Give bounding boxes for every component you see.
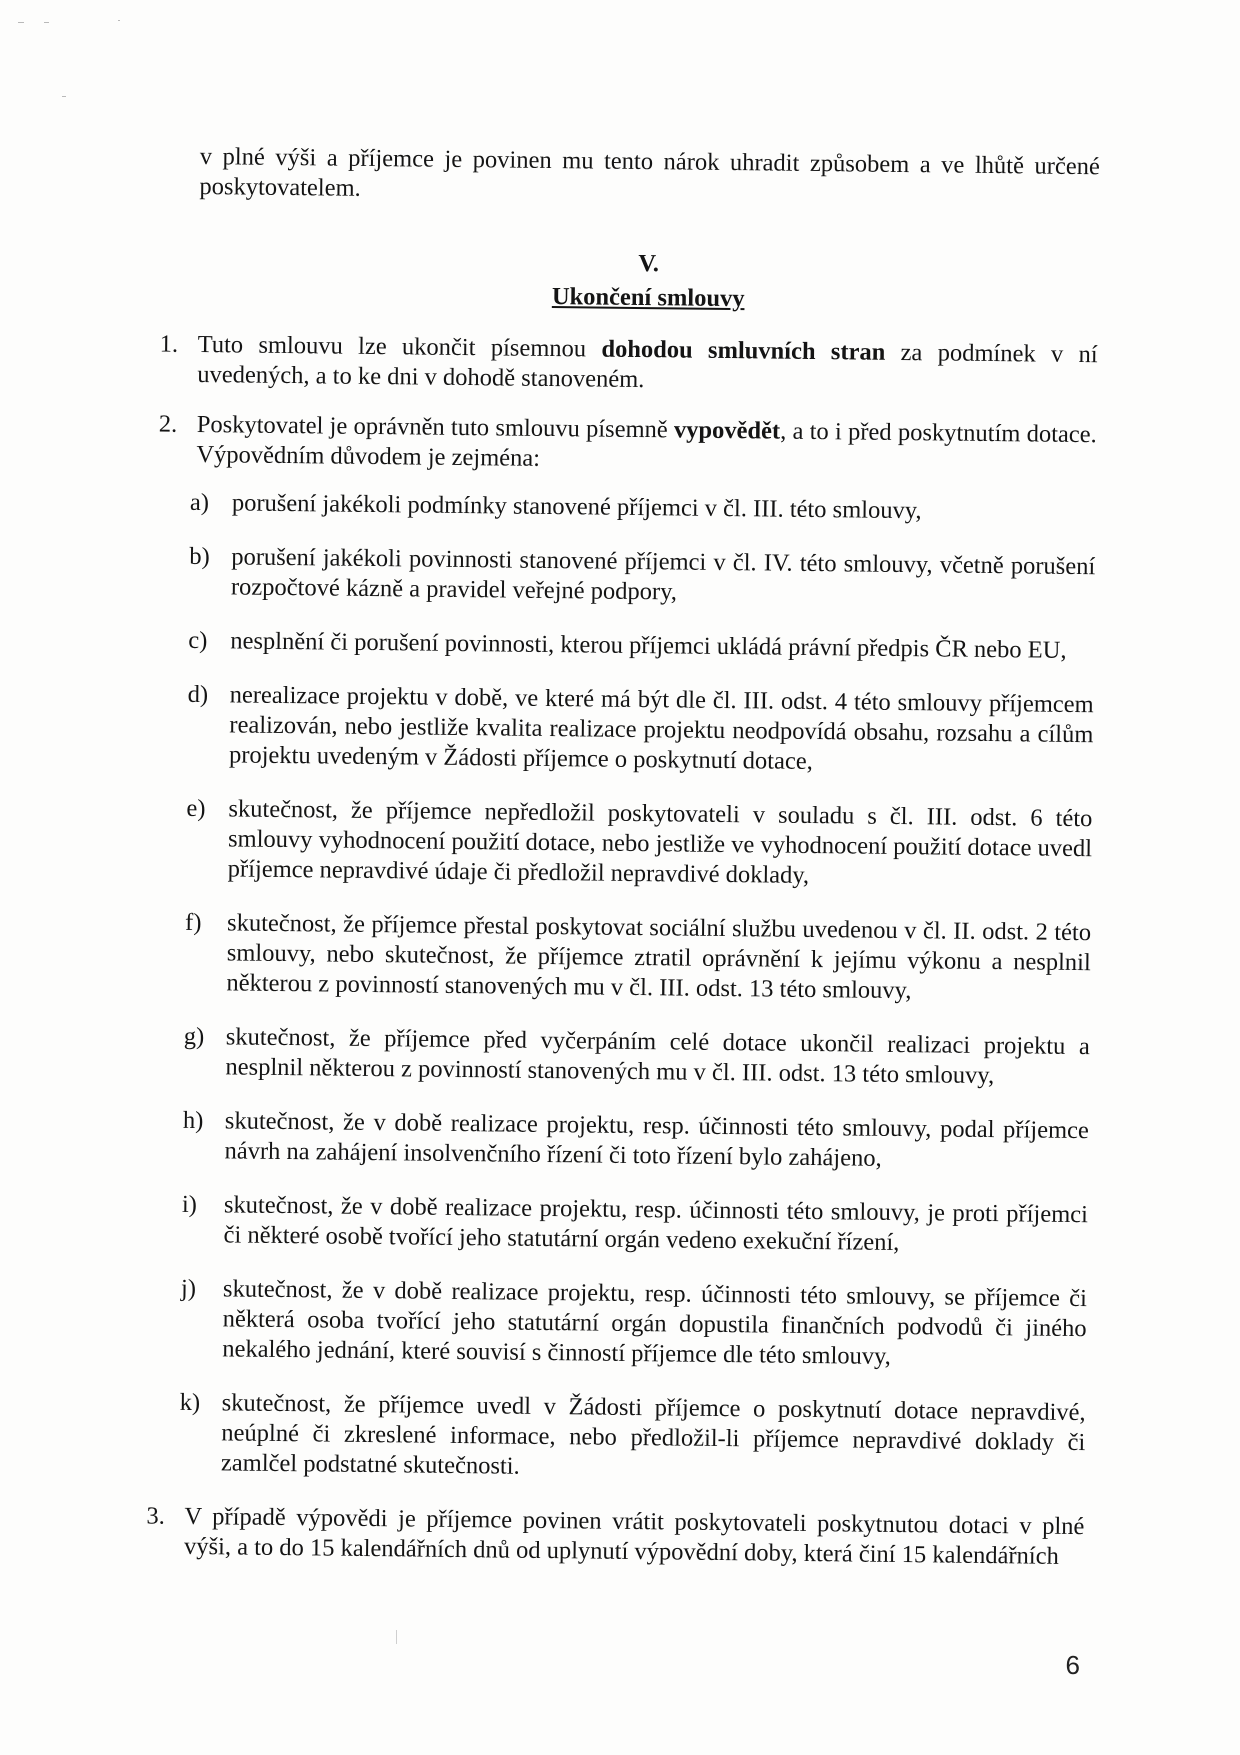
- clause-3: [146, 1502, 1085, 1572]
- clause-number: 1.: [159, 330, 179, 358]
- clause-text: [197, 330, 1098, 400]
- reason-text: porušení jakékoli povinnosti stanovené příjemci v čl. IV. této smlouvy, včetně porušení rozpočtové kázně a pravidel veřejné podpory,: [230, 543, 1096, 606]
- reason-item-i: [181, 1190, 1089, 1260]
- reason-text: skutečnost, že příjemce uvedl v Žádosti příjemce o poskytnutí dotace nepravdivé, neúplné či zkreslené informace, nebo předložil-li příjemce nepravdivé doklady či zamlčel podstatné skutečnosti.: [220, 1389, 1086, 1480]
- reason-item-j: [180, 1274, 1088, 1374]
- reason-letter: b): [189, 542, 210, 571]
- clause-text-part: , a to i před poskytnutím dotace. Výpovědním důvodem je zejména:: [196, 417, 1097, 472]
- clause-text: [196, 410, 1097, 480]
- reason-text: skutečnost, že příjemce před vyčerpáním celé dotace ukončil realizaci projektu a nesplnil některou z povinností stanovených mu v čl. III. odst. 13 této smlouvy,: [225, 1023, 1090, 1090]
- clause-text-part: Tuto smlouvu lze ukončit písemnou: [197, 330, 602, 363]
- reason-item-k: [179, 1388, 1086, 1488]
- reason-item-g: [183, 1022, 1090, 1092]
- reason-item-e: [186, 794, 1093, 894]
- reason-text: porušení jakékoli podmínky stanovené příjemci v čl. III. této smlouvy,: [231, 489, 922, 525]
- reason-text: nerealizace projektu v době, ve které má být dle čl. III. odst. 4 této smlouvy příjemcem realizován, nebo jestliže kvalita realizace projektu neodpovídá obsahu, rozsahu a cílům projektu uvedeným v Žádosti příjemce o poskytnutí dotace,: [228, 681, 1094, 775]
- scan-artifact: [396, 1630, 397, 1644]
- reason-text: skutečnost, že příjemce nepředložil poskytovateli v souladu s čl. III. odst. 6 této smlouvy vyhodnocení použití dotace, nebo jestliže ve vyhodnocení použití dotace uvedl příjemce nepravdivé údaje či předložil nepravdivé doklady,: [227, 795, 1093, 889]
- intro-paragraph: v plné výši a příjemce je povinen mu tento nárok uhradit způsobem a ve lhůtě určené poskytovatelem.: [199, 142, 1100, 202]
- clause-number: 3.: [146, 1502, 165, 1530]
- reason-text: skutečnost, že v době realizace projektu, resp. účinnosti této smlouvy, je proti příjemci či některé osobě tvořící jeho statutární orgán vedeno exekuční řízení,: [223, 1191, 1089, 1257]
- clause-text: V případě výpovědi je příjemce povinen vrátit poskytovateli poskytnutou dotaci v plné výši, a to do 15 kalendářních dnů od uplynutí výpovědní doby, která činí 15 kalendářních: [183, 1502, 1085, 1570]
- clause-bold-term: dohodou smluvních stran: [601, 335, 886, 366]
- reason-letter: e): [186, 794, 206, 823]
- reason-text: skutečnost, že v době realizace projektu, resp. účinnosti této smlouvy, podal příjemce návrh na zahájení insolvenčního řízení či toto řízení bylo zahájeno,: [224, 1107, 1089, 1172]
- scan-artifact: [18, 22, 24, 23]
- document-body: [146, 142, 1100, 1592]
- reason-letter: c): [188, 626, 208, 655]
- reason-text: skutečnost, že v době realizace projektu, resp. účinnosti této smlouvy, se příjemce či některá osoba tvořící jeho statutární orgán dopustila finančních podvodů či jiného nekalého jednání, které souvisí s činností příjemce dle této smlouvy,: [222, 1275, 1088, 1370]
- clause-text-part: za podmínek v ní uvedených, a to ke dni v dohodě stanoveném.: [197, 338, 1098, 394]
- reason-item-d: [187, 680, 1094, 780]
- reason-letter: j): [180, 1274, 197, 1303]
- reason-item-a: [189, 488, 1096, 528]
- reason-item-b: [189, 542, 1096, 612]
- section-title: Ukončení smlouvy: [551, 283, 745, 313]
- reason-letter: h): [182, 1106, 204, 1135]
- reason-letter: i): [181, 1190, 198, 1219]
- reason-text: skutečnost, že příjemce přestal poskytovat sociální službu uvedenou v čl. II. odst. 2 této smlouvy, nebo skutečnost, že příjemce ztratil oprávnění k jejímu výkonu a nesplnil některou z povinností stanovených mu v čl. III. odst. 13 této smlouvy,: [226, 909, 1092, 1005]
- clause-2: [158, 410, 1097, 1488]
- reason-letter: d): [187, 680, 209, 709]
- clause-number: 2.: [158, 410, 178, 438]
- reason-text: nesplnění či porušení povinnosti, kterou příjemci ukládá právní předpis ČR nebo EU,: [230, 627, 1067, 664]
- section-number: V.: [638, 249, 660, 278]
- scan-artifact: [118, 20, 120, 21]
- reason-letter: a): [189, 488, 210, 517]
- reason-item-f: [184, 908, 1092, 1008]
- clause-1: [159, 330, 1098, 400]
- clause-text-part: Poskytovatel je oprávněn tuto smlouvu písemně: [196, 410, 675, 444]
- reason-letter: k): [179, 1388, 201, 1417]
- reason-item-c: [188, 626, 1094, 666]
- termination-reasons-list: [179, 488, 1096, 1488]
- clause-bold-term: vypovědět: [673, 416, 781, 445]
- scan-artifact: [62, 96, 66, 97]
- reason-letter: g): [183, 1022, 205, 1051]
- section-heading: [198, 242, 1099, 320]
- page-number: 6: [1065, 1650, 1080, 1680]
- reason-item-h: [182, 1106, 1089, 1176]
- scan-artifact: [44, 22, 49, 23]
- reason-letter: f): [184, 908, 202, 937]
